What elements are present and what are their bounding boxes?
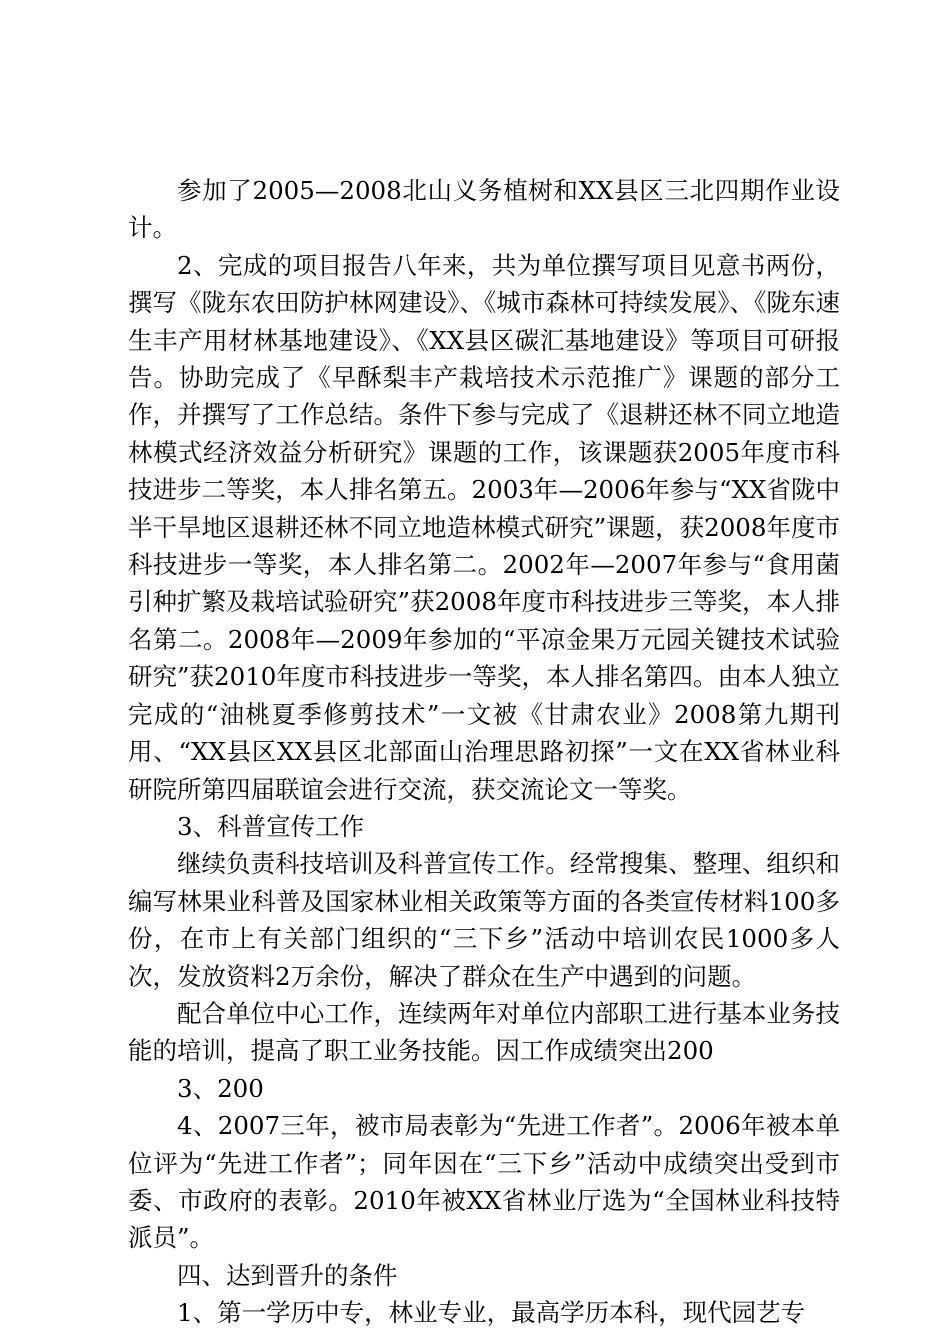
paragraph-staff-training: 配合单位中心工作，连续两年对单位内部职工进行基本业务技能的培训，提高了职工业务技能。因工作成绩突出200 xyxy=(128,998,840,1066)
heading-science-publicity: 3、科普宣传工作 xyxy=(177,811,365,841)
paragraph-awards: 4、2007三年，被市局表彰为“先进工作者”。2006年被本单位评为“先进工作者”；同年因在“三下乡”活动中成绩突出受到市委、市政府的表彰。2010年被XX省林业厅选为“全国林业科技特派员”。 xyxy=(128,1111,840,1253)
document-body xyxy=(128,172,840,1332)
paragraph-fragment: 3、200 xyxy=(177,1073,264,1103)
paragraph-training-publicity: 继续负责科技培训及科普宣传工作。经常搜集、整理、组织和编写林果业科普及国家林业相关政策等方面的各类宣传材料100多份，在市上有关部门组织的“三下乡”活动中培训农民1000多人次，发放资料2万余份，解决了群众在生产中遇到的问题。 xyxy=(128,849,840,991)
paragraph-education: 1、第一学历中专，林业专业，最高学历本科，现代园艺专 xyxy=(177,1298,806,1328)
paragraph-tree-planting: 参加了2005—2008北山义务植树和XX县区三北四期作业设计。 xyxy=(128,176,840,243)
heading-promotion-conditions: 四、达到晋升的条件 xyxy=(177,1260,398,1290)
paragraph-project-reports: 2、完成的项目报告八年来，共为单位撰写项目见意书两份，撰写《陇东农田防护林网建设》、《城市森林可持续发展》、《陇东速生丰产用材林基地建设》、《XX县区碳汇基地建设》等项目可研报告。协助完成了《早酥梨丰产栽培技术示范推广》课题的部分工作，并撰写了工作总结。条件下参与完成了《退耕还林不同立地造林模式经济效益分析研究》课题的工作，该课题获2005年度市科技进步二等奖，本人排名第五。2003年—2006年参与“XX省陇中半干旱地区退耕还林不同立地造林模式研究”课题，获2008年度市科技进步一等奖，本人排名第二。2002年—2007年参与“食用菌引种扩繁及栽培试验研究”获2008年度市科技进步三等奖，本人排名第二。2008年—2009年参加的“平凉金果万元园关键技术试验研究”获2010年度市科技进步一等奖，本人排名第四。由本人独立完成的“油桃夏季修剪技术”一文被《甘肃农业》2008第九期刊用、“XX县区XX县区北部面山治理思路初探”一文在XX省林业科研院所第四届联谊会进行交流，获交流论文一等奖。 xyxy=(128,250,840,804)
